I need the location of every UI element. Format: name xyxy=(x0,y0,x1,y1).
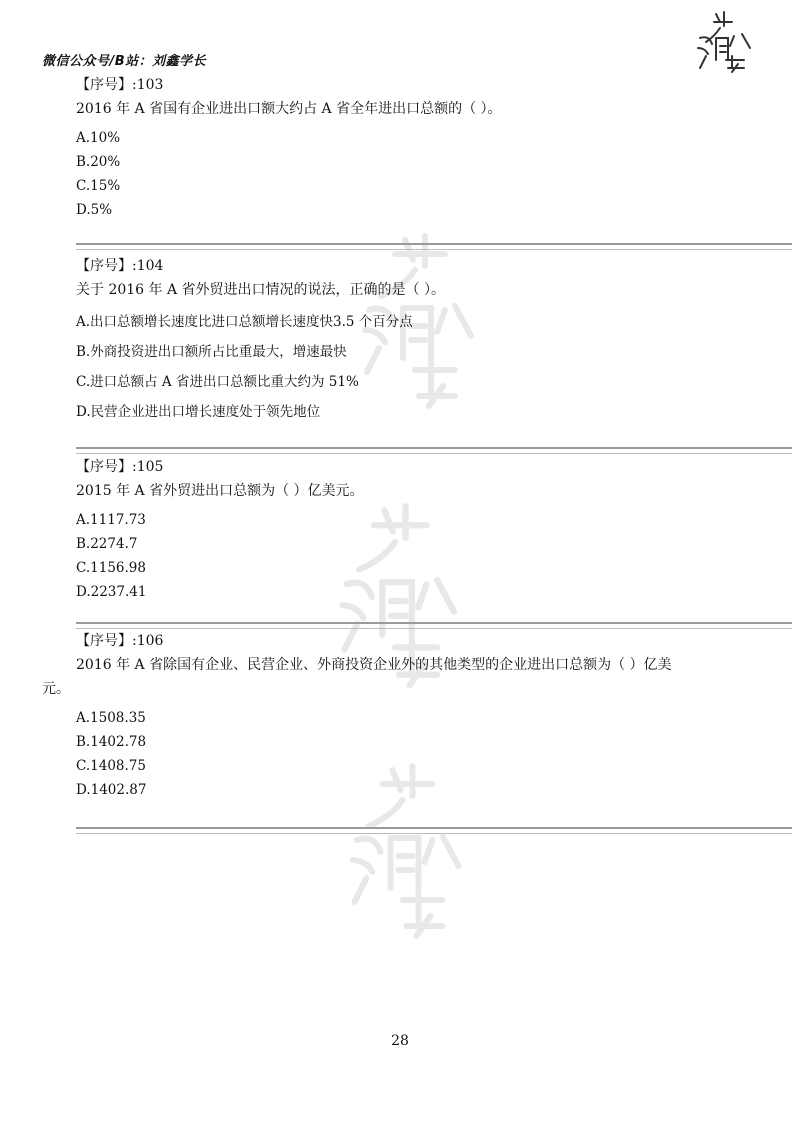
question-stem: 2015 年 A 省外贸进出口总额为（ ）亿美元。 xyxy=(76,483,364,499)
question-stem: 2016 年 A 省除国有企业、民营企业、外商投资企业外的其他类型的企业进出口总额为（ ）亿美 xyxy=(76,657,672,673)
page-number: 28 xyxy=(391,1033,409,1049)
question-number: 【序号】:105 xyxy=(76,459,164,475)
option-c[interactable]: C.1408.75 xyxy=(76,758,146,774)
option-list xyxy=(76,307,766,427)
divider xyxy=(76,827,792,834)
option-b[interactable]: B.20% xyxy=(76,154,121,170)
option-d[interactable]: D.1402.87 xyxy=(76,782,147,798)
option-c[interactable]: C.进口总额占 A 省进出口总额比重大约为 51% xyxy=(76,374,359,390)
question-stem: 2016 年 A 省国有企业进出口额大约占 A 省全年进出口总额的（ ）。 xyxy=(76,101,502,117)
question-block-105 xyxy=(76,456,766,604)
divider xyxy=(76,447,792,454)
divider xyxy=(76,243,792,250)
header-note: 微信公众号/B站：刘鑫学长 xyxy=(42,54,207,69)
question-number: 【序号】:103 xyxy=(76,77,164,93)
question-block-106 xyxy=(42,630,766,802)
option-a[interactable]: A.10% xyxy=(76,130,121,146)
logo-icon xyxy=(686,8,756,78)
option-c[interactable]: C.1156.98 xyxy=(76,560,146,576)
option-d[interactable]: D.2237.41 xyxy=(76,584,147,600)
option-c[interactable]: C.15% xyxy=(76,178,121,194)
question-number: 【序号】:104 xyxy=(76,258,164,274)
option-a[interactable]: A.1508.35 xyxy=(76,710,146,726)
option-d[interactable]: D.5% xyxy=(76,202,113,218)
option-b[interactable]: B.2274.7 xyxy=(76,536,138,552)
question-stem: 关于 2016 年 A 省外贸进出口情况的说法，正确的是（ ）。 xyxy=(76,282,445,298)
option-b[interactable]: B.外商投资进出口额所占比重最大，增速最快 xyxy=(76,344,347,360)
divider xyxy=(76,622,792,629)
option-list xyxy=(76,126,766,222)
question-stem-continuation: 元。 xyxy=(42,681,70,697)
question-number: 【序号】:106 xyxy=(76,633,164,649)
question-block-104 xyxy=(76,255,766,427)
option-d[interactable]: D.民营企业进出口增长速度处于领先地位 xyxy=(76,404,321,420)
option-a[interactable]: A.1117.73 xyxy=(76,512,146,528)
option-a[interactable]: A.出口总额增长速度比进口总额增长速度快3.5 个百分点 xyxy=(76,314,413,330)
option-list xyxy=(76,706,766,802)
option-b[interactable]: B.1402.78 xyxy=(76,734,147,750)
option-list xyxy=(76,508,766,604)
question-block-103 xyxy=(76,74,766,222)
